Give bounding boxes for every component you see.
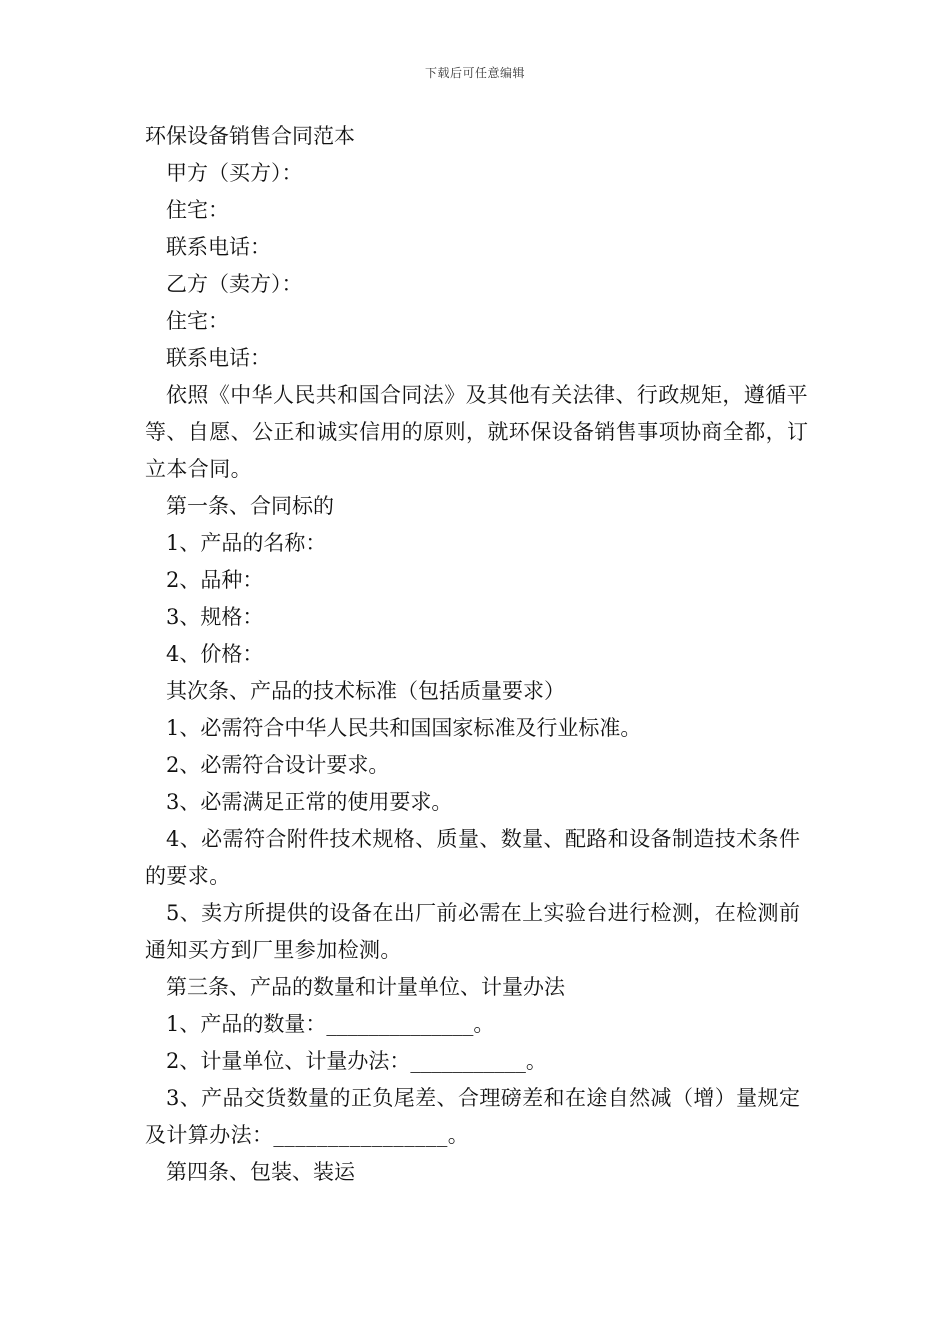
article-3-item-1: 1、产品的数量：______________。 [166, 1012, 495, 1036]
article-3-heading: 第三条、产品的数量和计量单位、计量办法 [166, 975, 565, 999]
article-2-item-3: 3、必需满足正常的使用要求。 [166, 790, 453, 814]
party-b-address-line: 住宅： [166, 309, 229, 333]
preamble-paragraph: 依照《中华人民共和国合同法》及其他有关法律、行政规矩，遵循平等、自愿、公正和诚实信用的原则，就环保设备销售事项协商全都，订立本合同。 [145, 383, 809, 481]
article-2-item-1: 1、必需符合中华人民共和国国家标准及行业标准。 [166, 716, 642, 740]
party-b-phone-line: 联系电话： [166, 346, 271, 370]
party-a-phone-line: 联系电话： [166, 235, 271, 259]
article-2-item-2: 2、必需符合设计要求。 [166, 753, 390, 777]
document-title: 环保设备销售合同范本 [145, 124, 355, 148]
article-2-heading: 其次条、产品的技术标准（包括质量要求） [166, 679, 565, 703]
party-a-line: 甲方（买方）： [166, 161, 303, 185]
party-a-address-line: 住宅： [166, 198, 229, 222]
article-1-heading: 第一条、合同标的 [166, 494, 334, 518]
article-1-item-2: 2、品种： [166, 568, 264, 592]
article-3-item-2: 2、计量单位、计量办法：___________。 [166, 1049, 547, 1073]
article-1-item-3: 3、规格： [166, 605, 264, 629]
page-header-note: 下载后可任意编辑 [424, 66, 525, 80]
article-3-item-3: 3、产品交货数量的正负尾差、合理磅差和在途自然减（增）量规定及计算办法：________________。 [145, 1086, 801, 1147]
article-2-item-5: 5、卖方所提供的设备在出厂前必需在上实验台进行检测，在检测前通知买方到厂里参加检测。 [145, 901, 801, 962]
article-4-heading: 第四条、包装、装运 [166, 1160, 355, 1184]
party-b-line: 乙方（卖方）： [166, 272, 303, 296]
article-1-item-4: 4、价格： [166, 642, 264, 666]
article-1-item-1: 1、产品的名称： [166, 531, 327, 555]
contract-document [145, 118, 815, 1191]
article-2-item-4: 4、必需符合附件技术规格、质量、数量、配路和设备制造技术条件的要求。 [145, 827, 801, 888]
